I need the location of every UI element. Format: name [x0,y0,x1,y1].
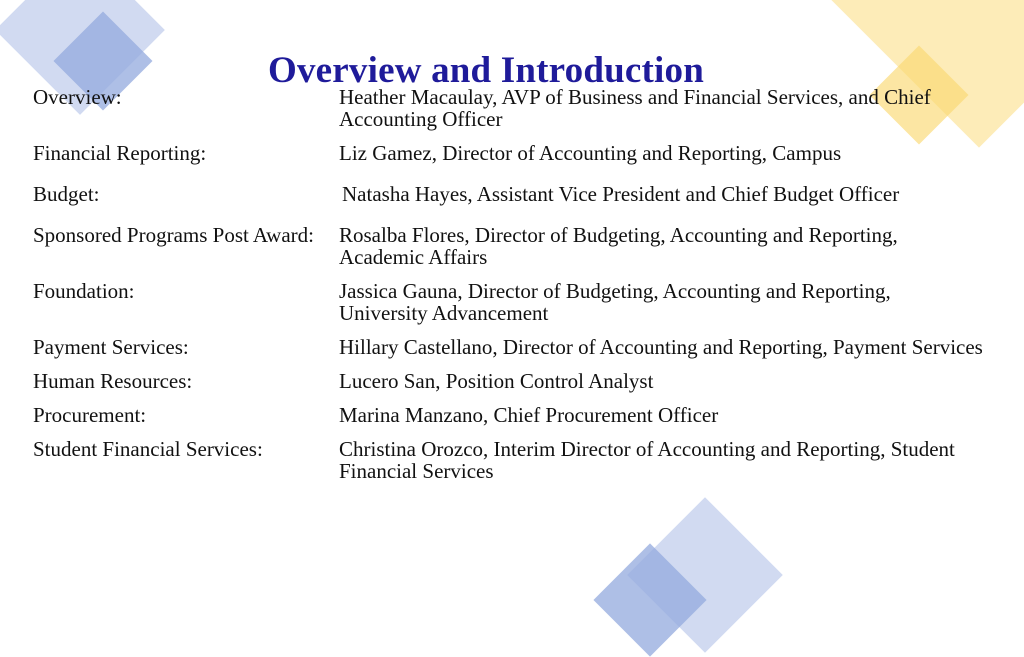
row-value: Heather Macaulay, AVP of Business and Financial Services, and Chief Accounting Officer [339,85,931,131]
table-row [33,404,983,426]
page-title: Overview and Introduction [267,49,704,91]
row-value: Lucero San, Position Control Analyst [339,369,654,393]
row-label: Financial Reporting: [33,141,207,165]
row-label: Student Financial Services: [33,437,263,461]
row-value: Natasha Hayes, Assistant Vice President and Chief Budget Officer [342,182,900,206]
row-value: Jassica Gauna, Director of Budgeting, Accounting and Reporting, University Advancement [339,279,891,325]
table-row [33,336,983,358]
table-row [33,438,983,482]
row-label: Human Resources: [33,369,193,393]
row-value: Liz Gamez, Director of Accounting and Reporting, Campus [339,141,842,165]
table-row [33,183,983,205]
row-label: Budget: [33,182,100,206]
row-value: Christina Orozco, Interim Director of Accounting and Reporting, Student Financial Services [339,437,955,483]
table-row [33,370,983,392]
row-label: Payment Services: [33,335,189,359]
row-label: Sponsored Programs Post Award: [33,223,314,247]
row-value: Marina Manzano, Chief Procurement Officer [339,403,719,427]
table-row [33,224,983,268]
row-label: Overview: [33,85,122,109]
table-row [33,280,983,324]
overview-table [33,86,983,494]
row-label: Procurement: [33,403,147,427]
row-value: Rosalba Flores, Director of Budgeting, Accounting and Reporting, Academic Affairs [339,223,898,269]
table-row [33,86,983,130]
table-row [33,142,983,164]
row-label: Foundation: [33,279,135,303]
row-value: Hillary Castellano, Director of Accounting and Reporting, Payment Services [339,335,983,359]
